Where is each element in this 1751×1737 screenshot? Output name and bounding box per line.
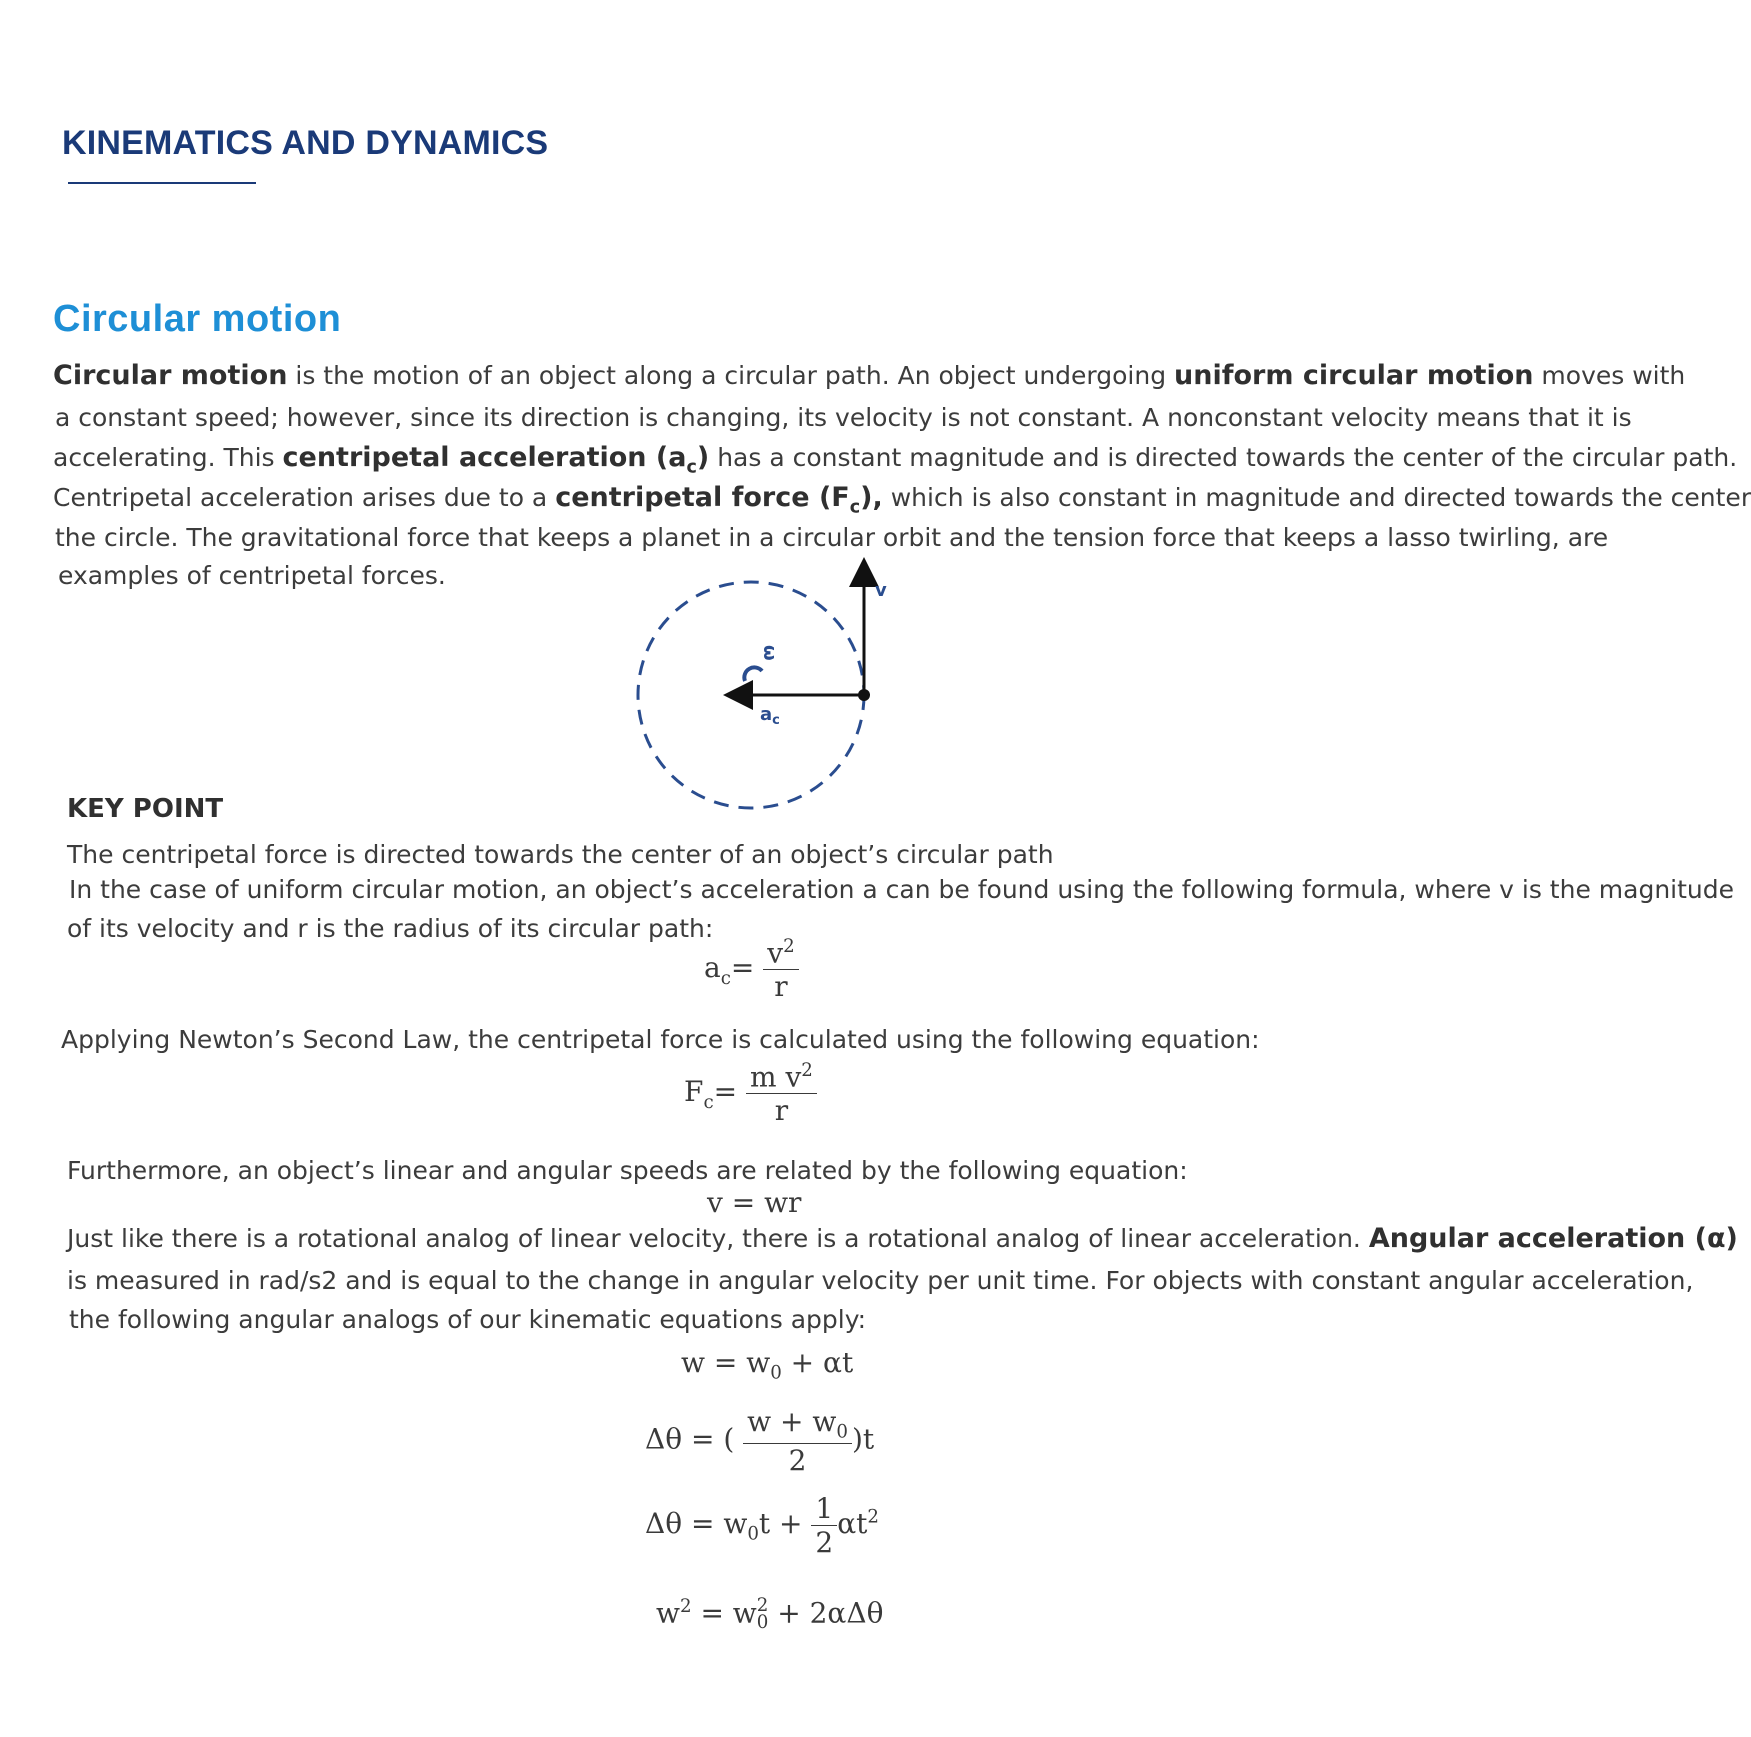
ac-label	[760, 704, 780, 728]
equation-angular-displacement	[645, 1492, 879, 1559]
eq-text: αt	[837, 1507, 868, 1540]
header-divider	[68, 182, 256, 184]
intro-text: is the motion of an object along a circular path. An object undergoing	[287, 361, 1175, 390]
eq-subscript: 0	[747, 1523, 759, 1545]
equation-angular-velocity	[681, 1346, 853, 1384]
eq-denominator: r	[774, 1094, 789, 1128]
eq-text: )t	[851, 1422, 875, 1456]
eq-text: w = w	[681, 1346, 771, 1379]
ac-label-main: a	[760, 704, 773, 725]
eq-numerator: m v	[750, 1060, 802, 1094]
eq-fraction	[811, 1492, 837, 1559]
eq-fraction	[746, 1060, 817, 1127]
equation-angular-displacement-average	[645, 1405, 874, 1477]
angular-acceleration-line-1	[67, 1219, 1738, 1259]
eq-symbol: F	[684, 1075, 704, 1109]
intro-line-5: the circle. The gravitational force that keeps a planet in a circular orbit and the tension force that keeps a lasso twirling, are	[55, 523, 1609, 552]
eq-superscript: 2	[801, 1060, 813, 1081]
eq-superscript: 2	[783, 936, 795, 957]
eq-sup-sub-stack	[756, 1595, 769, 1633]
eq-equals: =	[713, 1075, 738, 1109]
intro-text: which is also constant in magnitude and directed towards the center	[882, 483, 1751, 512]
eq-superscript: 2	[756, 1595, 769, 1617]
term-angular-acceleration: Angular acceleration (α)	[1368, 1223, 1738, 1254]
linear-angular-text: Furthermore, an object’s linear and angular speeds are related by the following equation:	[67, 1156, 1188, 1185]
eq-fraction	[743, 1405, 852, 1477]
angular-acceleration-line-3: the following angular analogs of our kinematic equations apply:	[69, 1305, 867, 1334]
eq-equals: =	[730, 951, 755, 985]
eq-subscript: 0	[770, 1362, 782, 1384]
term-text: centripetal force (F	[555, 482, 850, 513]
equation-centripetal-force	[684, 1060, 817, 1127]
key-point-text-3: of its velocity and r is the radius of its circular path:	[67, 914, 714, 943]
equation-angular-velocity-squared	[656, 1596, 883, 1631]
newton-text: Applying Newton’s Second Law, the centripetal force is calculated using the following equation:	[61, 1025, 1260, 1054]
page-header-title: KINEMATICS AND DYNAMICS	[62, 124, 549, 162]
equation-linear-angular-speed: v = wr	[707, 1186, 802, 1219]
term-circular-motion: Circular motion	[53, 360, 288, 391]
eq-numerator: v	[767, 936, 784, 970]
eq-text: + 2αΔθ	[768, 1596, 884, 1630]
eq-superscript: 2	[867, 1506, 879, 1528]
intro-text: has a constant magnitude and is directed towards the center of the circular path.	[709, 443, 1738, 472]
term-centripetal-force	[555, 482, 883, 518]
omega-label: ω	[759, 645, 780, 661]
eq-text: = w	[691, 1596, 757, 1630]
eq-text: Δθ = (	[645, 1422, 735, 1456]
term-centripetal-acceleration	[282, 442, 710, 478]
equation-centripetal-acceleration	[704, 936, 799, 1003]
eq-text: Δθ = w	[645, 1507, 748, 1540]
eq-symbol: a	[704, 951, 721, 985]
eq-subscript: c	[703, 1091, 714, 1113]
eq-superscript: 2	[679, 1596, 692, 1617]
term-text: ),	[860, 482, 883, 513]
eq-denominator: 2	[788, 1443, 807, 1477]
intro-text: moves with	[1533, 361, 1686, 390]
section-title: Circular motion	[53, 298, 342, 340]
eq-text: + αt	[781, 1346, 854, 1379]
eq-subscript: 0	[836, 1421, 848, 1443]
key-point-title: KEY POINT	[67, 794, 224, 824]
key-point-text-1: The centripetal force is directed towards the center of an object’s circular path	[67, 840, 1054, 869]
rotation-arc-icon	[744, 667, 762, 681]
intro-line-2: a constant speed; however, since its direction is changing, its velocity is not constant. A nonconstant velocity means that it is	[55, 403, 1632, 432]
term-text: centripetal acceleration (a	[282, 442, 687, 473]
body-text: Just like there is a rotational analog of linear velocity, there is a rotational analog of linear acceleration.	[67, 1224, 1369, 1253]
eq-denominator: 2	[815, 1526, 834, 1559]
eq-text: w	[656, 1596, 680, 1630]
eq-subscript: 0	[756, 1611, 769, 1633]
intro-text: Centripetal acceleration arises due to a	[53, 483, 556, 512]
key-point-text-2: In the case of uniform circular motion, an object’s acceleration a can be found using the following formula, where v is the magnitude	[69, 875, 1735, 904]
term-text: )	[696, 442, 710, 473]
intro-line-1	[53, 356, 1685, 396]
eq-denominator: r	[774, 970, 788, 1004]
eq-text: t +	[758, 1507, 812, 1540]
eq-numerator: 1	[815, 1492, 834, 1525]
eq-numerator: w + w	[747, 1405, 837, 1438]
subscript: c	[686, 457, 697, 478]
intro-line-6: examples of centripetal forces.	[58, 561, 446, 590]
subscript: c	[849, 497, 861, 518]
intro-text: accelerating. This	[53, 443, 283, 472]
object-dot	[858, 689, 870, 701]
eq-fraction	[763, 936, 798, 1003]
circular-motion-diagram	[620, 560, 920, 810]
term-uniform-circular-motion: uniform circular motion	[1174, 360, 1534, 391]
velocity-label: v	[875, 580, 887, 601]
angular-acceleration-line-2: is measured in rad/s2 and is equal to the change in angular velocity per unit time. For objects with constant angular acceleration,	[67, 1266, 1694, 1295]
ac-label-sub: c	[772, 713, 780, 728]
eq-subscript: c	[720, 967, 731, 989]
